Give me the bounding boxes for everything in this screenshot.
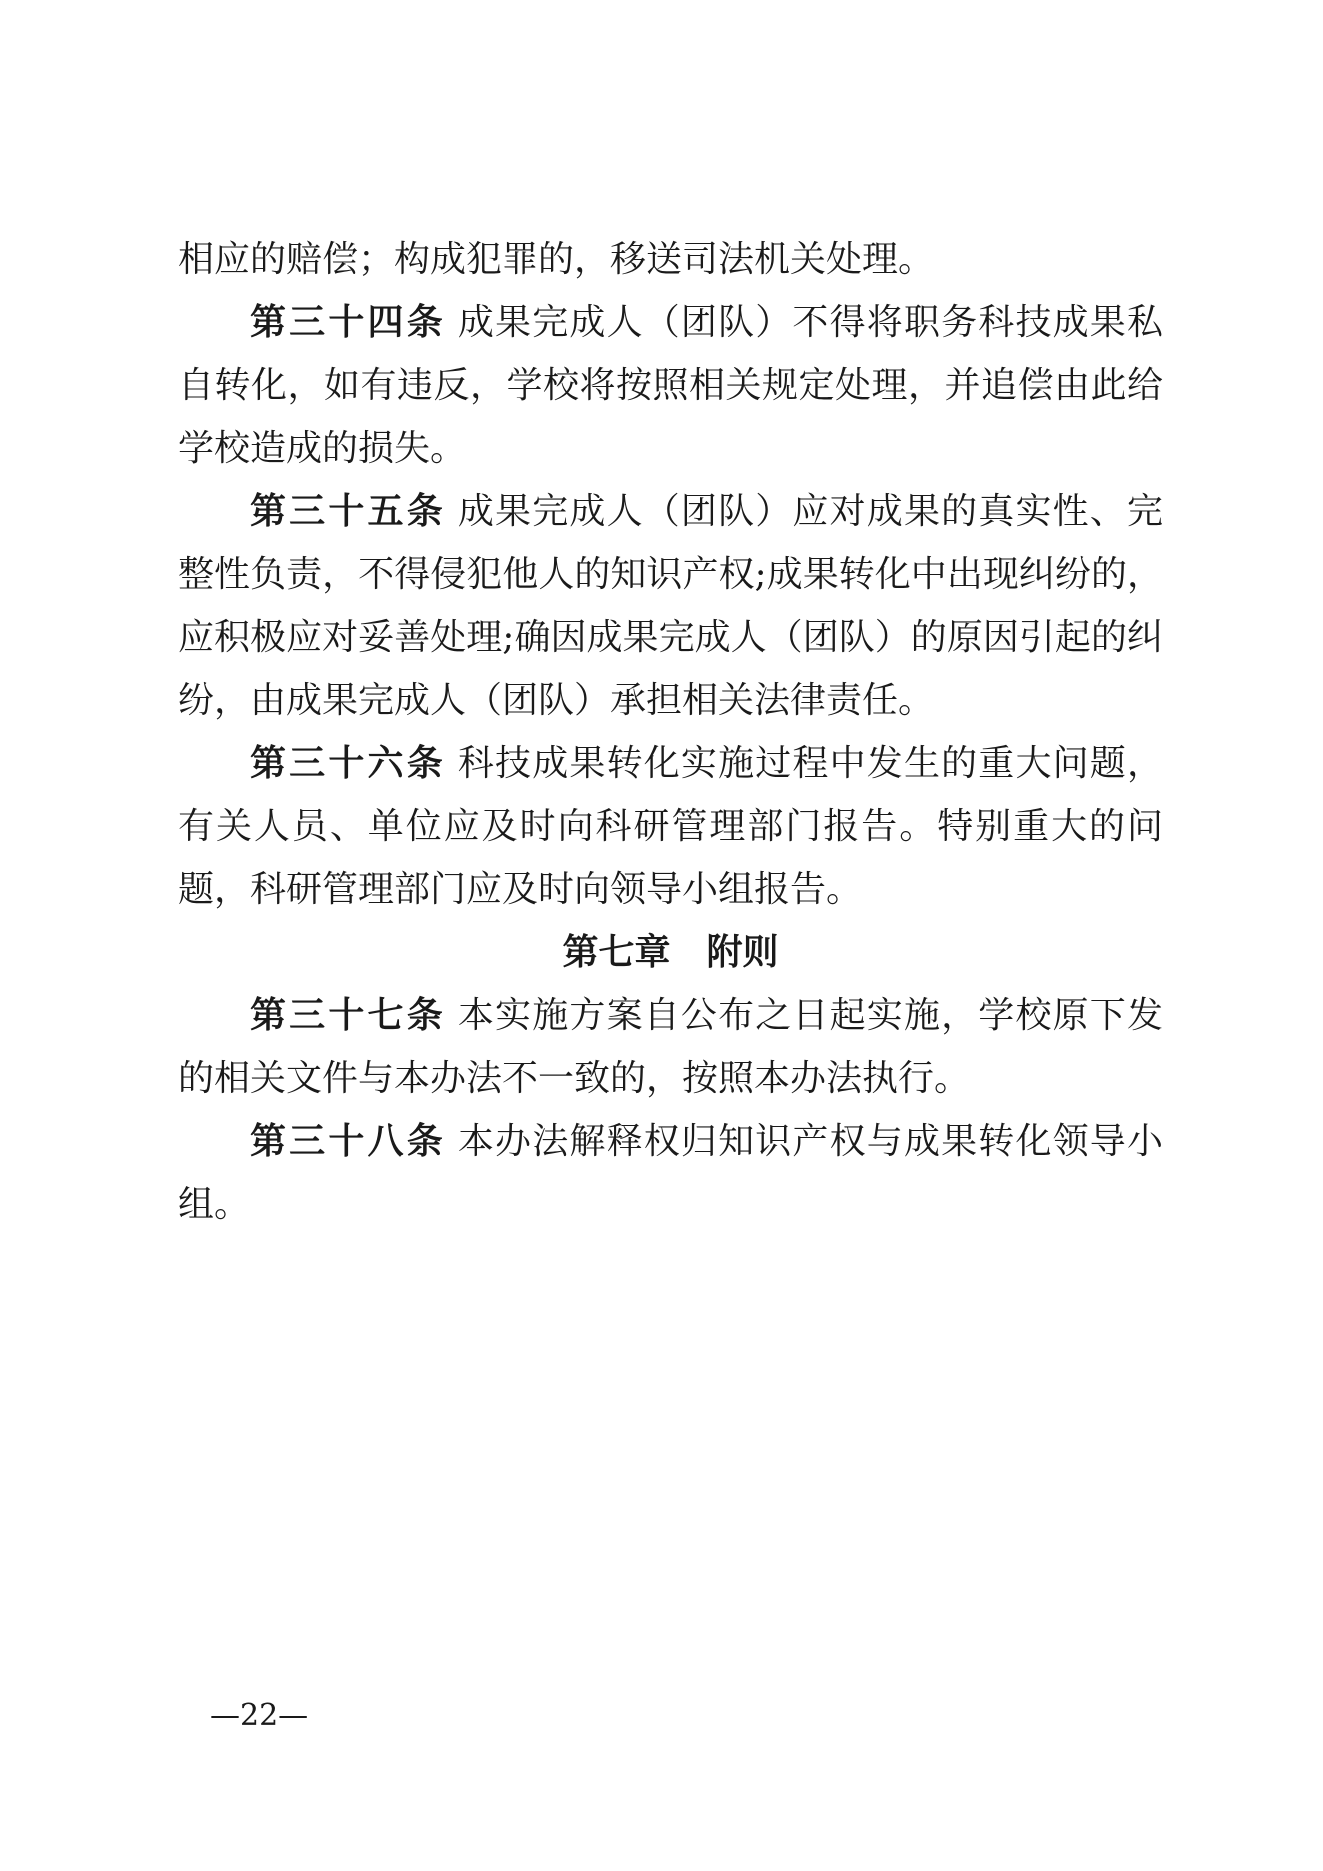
article-label: 第三十五条	[250, 491, 446, 532]
article-36	[178, 732, 1163, 921]
article-text: 成果完成人（团队）应对成果的真实性、完整性负责，不得侵犯他人的知识产权;成果转化中出现纠纷的，应积极应对妥善处理;确因成果完成人（团队）的原因引起的纠纷，由成果完成人（团队）承担相关法律责任。	[178, 491, 1163, 721]
article-label: 第三十四条	[250, 302, 446, 343]
article-label: 第三十八条	[250, 1121, 446, 1162]
article-34	[178, 291, 1163, 480]
page-number: —22—	[210, 1698, 309, 1733]
chapter-title: 第七章 附则	[562, 932, 779, 973]
article-38	[178, 1110, 1163, 1236]
document-body	[178, 228, 1163, 1236]
article-37	[178, 984, 1163, 1110]
article-35	[178, 480, 1163, 732]
article-text: 科技成果转化实施过程中发生的重大问题，有关人员、单位应及时向科研管理部门报告。特别重大的问题，科研管理部门应及时向领导小组报告。	[178, 743, 1163, 910]
article-label: 第三十六条	[250, 743, 446, 784]
article-text: 成果完成人（团队）不得将职务科技成果私自转化，如有违反，学校将按照相关规定处理，并追偿由此给学校造成的损失。	[178, 302, 1163, 469]
article-text: 本办法解释权归知识产权与成果转化领导小组。	[178, 1121, 1163, 1225]
continuation-paragraph: 相应的赔偿；构成犯罪的，移送司法机关处理。	[178, 239, 935, 280]
article-label: 第三十七条	[250, 995, 446, 1036]
article-text: 本实施方案自公布之日起实施，学校原下发的相关文件与本办法不一致的，按照本办法执行。	[178, 995, 1163, 1099]
